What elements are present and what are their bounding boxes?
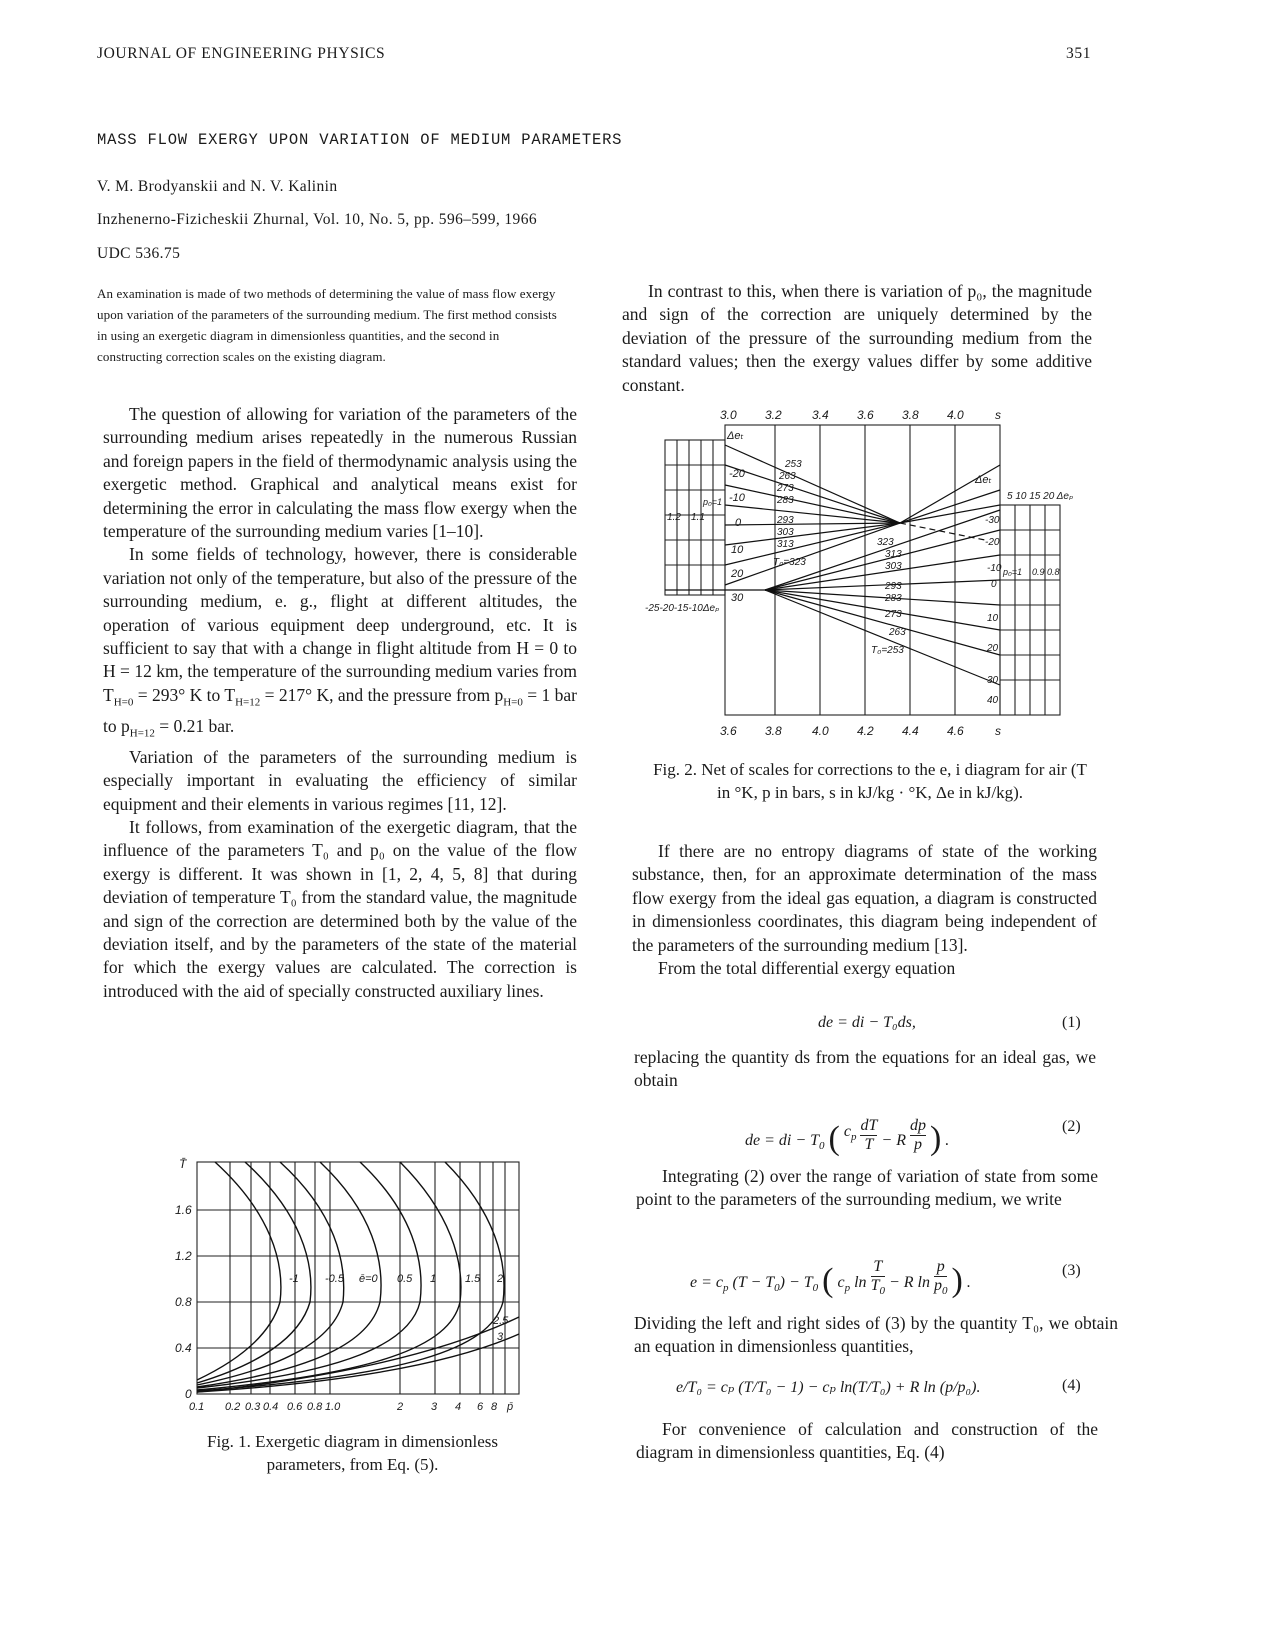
fig2-bottom-tick: 4.0	[812, 724, 829, 738]
fig2-bottom-tick: s	[995, 724, 1001, 738]
paragraph: Dividing the left and right sides of (3) by the quantity T₀, we obtain an equation in dimensionless quantities,	[634, 1313, 1118, 1357]
fig2-bottom-tick: 4.2	[857, 724, 874, 738]
equation-1-number: (1)	[1062, 1014, 1081, 1031]
fig1-curve-label: ē=0	[359, 1273, 378, 1285]
fig2-right-de-value: -30	[985, 515, 1000, 526]
fig2-right-de-value: 20	[987, 643, 999, 654]
fig2-right-de-value: 0	[991, 579, 997, 590]
fig2-left-de-value: -10	[729, 492, 745, 504]
fig2-left-de-value: 10	[731, 544, 744, 556]
paragraph: Variation of the parameters of the surrounding medium is especially important in evaluating the efficiency of similar equipment and their elements in various regimes [11, 12].	[103, 746, 577, 814]
right-column-text	[632, 840, 1097, 980]
fig2-left-de-value: -20	[729, 468, 745, 480]
fig1-y-tick: 1.2	[175, 1249, 192, 1263]
fig2-upper-T-label: 273	[777, 483, 794, 494]
paragraph: It follows, from examination of the exergetic diagram, that the influence of the parameters T₀ and p₀ on the value of the flow exergy is different. It was shown in [1, 2, 4, 5, 8] that during deviation of temperature T₀ from the standard value, the magnitude and sign of the correction are determined both by the value of the deviation itself, and by the parameters of the state of the material for which the exergy values are calculated. The correction is introduced with the aid of specially constructed auxiliary lines.	[103, 816, 577, 1001]
fig2-left-de-value: 0	[735, 517, 742, 529]
fig1-x-axis-label: p̄	[507, 1401, 514, 1413]
equation-4-number: (4)	[1062, 1377, 1081, 1394]
right-column-text	[634, 1312, 1118, 1359]
fig1-curve-label: -0.5	[325, 1273, 344, 1285]
fig1-x-tick: 0.2	[225, 1401, 241, 1413]
paragraph: The question of allowing for variation of the parameters of the surrounding medium arises repeatedly in the numerous Russian and foreign papers in the field of thermodynamic analysis using the exergetic method. Graphical and analytical means exist for determining the error in calculating the mass flow exergy when the temperature of the surrounding medium varies [1–10].	[103, 404, 577, 542]
paragraph: If there are no entropy diagrams of state of the working substance, then, for an approximate determination of the mass flow exergy from the ideal gas equation, a diagram is constructed in dimensionless coordinates, this diagram being independent of the parameters of the surrounding medium [13].	[632, 841, 1097, 955]
fig2-upper-T-label: 283	[777, 495, 794, 506]
fig2-left-de-label: Δeₜ	[727, 430, 744, 442]
fig2-lower-T-label: 283	[885, 593, 902, 604]
fig2-bottom-tick: 4.6	[947, 724, 964, 738]
abstract: An examination is made of two methods of determining the value of mass flow exergy upon variation of the parameters of the surrounding medium. The first method consists in using an exergetic diagram in dimensionless quantities, and the second in constructing correction scales on the existing diagram.	[97, 286, 557, 364]
fig1-x-tick: 0.6	[287, 1401, 303, 1413]
fig1-x-tick: 2	[397, 1401, 404, 1413]
fig2-right-p-label: 0.8	[1047, 567, 1060, 577]
fig2-upper-T-label: 263	[779, 471, 796, 482]
fig2-correction-scales	[645, 405, 1105, 740]
fig1-y-tick: 1.6	[175, 1203, 192, 1217]
page-number: 351	[1066, 45, 1092, 62]
fig2-left-dep-label: -25-20-15-10Δeₚ	[645, 603, 720, 614]
fig2-lower-T-label: 263	[889, 627, 906, 638]
fig2-top-tick: 3.4	[812, 408, 829, 422]
fig2-lower-T-label: 293	[885, 581, 902, 592]
fig2-caption: Fig. 2. Net of scales for corrections to the e, i diagram for air (T in °K, p in bars, s in kJ/kg · °K, Δe in kJ/kg).	[653, 760, 1087, 802]
fig2-top-tick: 3.2	[765, 408, 782, 422]
fig1-x-tick: 0.8	[307, 1401, 323, 1413]
fig2-right-de-value: 40	[987, 695, 999, 706]
fig2-lower-T-label: 313	[885, 549, 902, 560]
fig1-curve-label: 1.5	[465, 1273, 481, 1285]
equation-3-number: (3)	[1062, 1262, 1081, 1279]
fig1-y-tick: 0.4	[175, 1341, 192, 1355]
fig2-left-de-value: 30	[731, 592, 744, 604]
fig2-top-tick: 3.6	[857, 408, 874, 422]
udc: UDC 536.75	[97, 245, 181, 262]
fig2-upper-T-label: 303	[777, 527, 794, 538]
fig2-lower-T-label: 303	[885, 561, 902, 572]
fig2-right-p-label: p₀=1	[1003, 567, 1023, 577]
fig1-y-axis-label: T̄	[179, 1157, 187, 1171]
fig2-top-tick: s	[995, 408, 1001, 422]
fig2-left-p-label: 1.2	[667, 512, 681, 523]
fig2-right-de-value: 10	[987, 613, 999, 624]
fig1-y-tick: 0.8	[175, 1295, 192, 1309]
fig2-bottom-tick: 3.6	[720, 724, 737, 738]
fig2-top-tick: 3.0	[720, 408, 737, 422]
fig2-right-p-label: 0.9	[1032, 567, 1045, 577]
paragraph: For convenience of calculation and construction of the diagram in dimensionless quantities, Eq. (4)	[636, 1419, 1098, 1463]
fig1-curve-label: 2	[497, 1273, 504, 1285]
right-column-intro	[622, 280, 1092, 397]
fig2-left-p-label: 1.1	[691, 512, 705, 523]
fig2-upper-T-label: 253	[785, 459, 802, 470]
fig2-bottom-tick: 3.8	[765, 724, 782, 738]
fig2-left-de-value: 20	[731, 568, 744, 580]
paragraph: In contrast to this, when there is variation of p₀, the magnitude and sign of the correction are uniquely determined by the deviation of the pressure of the surrounding medium from the standard values; then the exergy values differ by some additive constant.	[622, 281, 1092, 395]
equation-2: de = di − $T_0$ ( $c_p$ $\frac{dT}{T}$ − R $\frac{dp}{p}$ ) .	[745, 1116, 950, 1157]
equation-1: de = di − T₀ds,	[818, 1014, 916, 1031]
fig2-right-dep-label: 5 10 15 20 Δeₚ	[1007, 491, 1074, 502]
fig2-lower-T-label: 273	[885, 609, 902, 620]
fig1-curve-label: -1	[289, 1273, 299, 1285]
fig1-curve-label: 0.5	[397, 1273, 413, 1285]
right-column-text	[636, 1418, 1098, 1465]
citation: Inzhenerno-Fizicheskii Zhurnal, Vol. 10, No. 5, pp. 596–599, 1966	[97, 211, 537, 228]
paragraph: In some fields of technology, however, there is considerable variation not only of the temperature, but also of the pressure of the surrounding medium, e. g., flight at different altitudes, the operation of various equipment deep underground, etc. It is sufficient to say that with a change in flight altitude from H = 0 to H = 12 km, the temperature of the surrounding medium varies from $T_{H=0} = 293^\circ$ K to $T_{H=12} = 217^\circ$ K, and the pressure from $p_{H=0} = 1$ bar to $p_{H=12} = 0.21$ bar.	[103, 544, 577, 740]
fig2-top-tick: 4.0	[947, 408, 964, 422]
fig1-x-tick: 4	[455, 1401, 462, 1413]
journal-name: JOURNAL OF ENGINEERING PHYSICS	[97, 45, 386, 62]
fig1-exergetic-diagram	[175, 1152, 535, 1420]
right-column-text	[636, 1165, 1098, 1212]
fig2-left-p-label: p₀=1	[703, 497, 723, 507]
fig2-right-de-value: -20	[985, 537, 1000, 548]
fig2-right-de-label: Δeₜ	[975, 474, 992, 486]
fig1-x-tick: 8	[491, 1401, 498, 1413]
fig1-curve-label: 2.5	[493, 1315, 509, 1327]
fig1-x-tick: 3	[431, 1401, 438, 1413]
fig1-curve-label: 1	[430, 1273, 437, 1285]
fig1-curve-label: 3	[497, 1331, 504, 1343]
fig1-y-tick: 0	[185, 1387, 192, 1401]
fig1-x-tick: 6	[477, 1401, 484, 1413]
fig1-x-tick: 0.3	[245, 1401, 261, 1413]
paragraph: From the total differential exergy equation	[658, 958, 956, 979]
fig2-lower-T-label: T₀=253	[871, 645, 904, 656]
fig2-upper-T-label: 293	[777, 515, 794, 526]
left-column-text	[103, 403, 577, 1003]
fig2-right-de-value: 30	[987, 675, 999, 686]
equation-2-number: (2)	[1062, 1118, 1081, 1135]
paragraph: Integrating (2) over the range of variation of state from some point to the parameters of the surrounding medium, we write	[636, 1166, 1098, 1210]
fig2-right-de-value: -10	[987, 563, 1002, 574]
equation-3: $e = c_p$ $(T - T_0) - T_0$ ( $c_p$ ln $\frac{T}{T_0}$ − R ln $\frac{p}{p_0}$ ) .	[690, 1257, 971, 1299]
fig1-caption: Fig. 1. Exergetic diagram in dimensionless parameters, from Eq. (5).	[206, 1432, 498, 1474]
article-title: MASS FLOW EXERGY UPON VARIATION OF MEDIUM PARAMETERS	[97, 131, 623, 149]
equation-4: e/T₀ = cₚ (T/T₀ − 1) − cₚ ln(T/T₀) + R ln (p/p₀).	[676, 1379, 981, 1396]
fig1-x-tick: 0.4	[263, 1401, 279, 1413]
fig1-x-tick: 0.1	[189, 1401, 205, 1413]
right-column-text	[634, 1046, 1096, 1093]
fig2-bottom-tick: 4.4	[902, 724, 919, 738]
fig2-upper-T-label: 313	[777, 539, 794, 550]
fig1-x-tick: 1.0	[325, 1401, 341, 1413]
fig2-top-tick: 3.8	[902, 408, 919, 422]
paragraph: replacing the quantity ds from the equations for an ideal gas, we obtain	[634, 1047, 1096, 1091]
fig2-lower-T-label: 323	[877, 537, 894, 548]
authors: V. M. Brodyanskii and N. V. Kalinin	[97, 178, 338, 195]
fig2-upper-T-label: T₀=323	[773, 557, 806, 568]
